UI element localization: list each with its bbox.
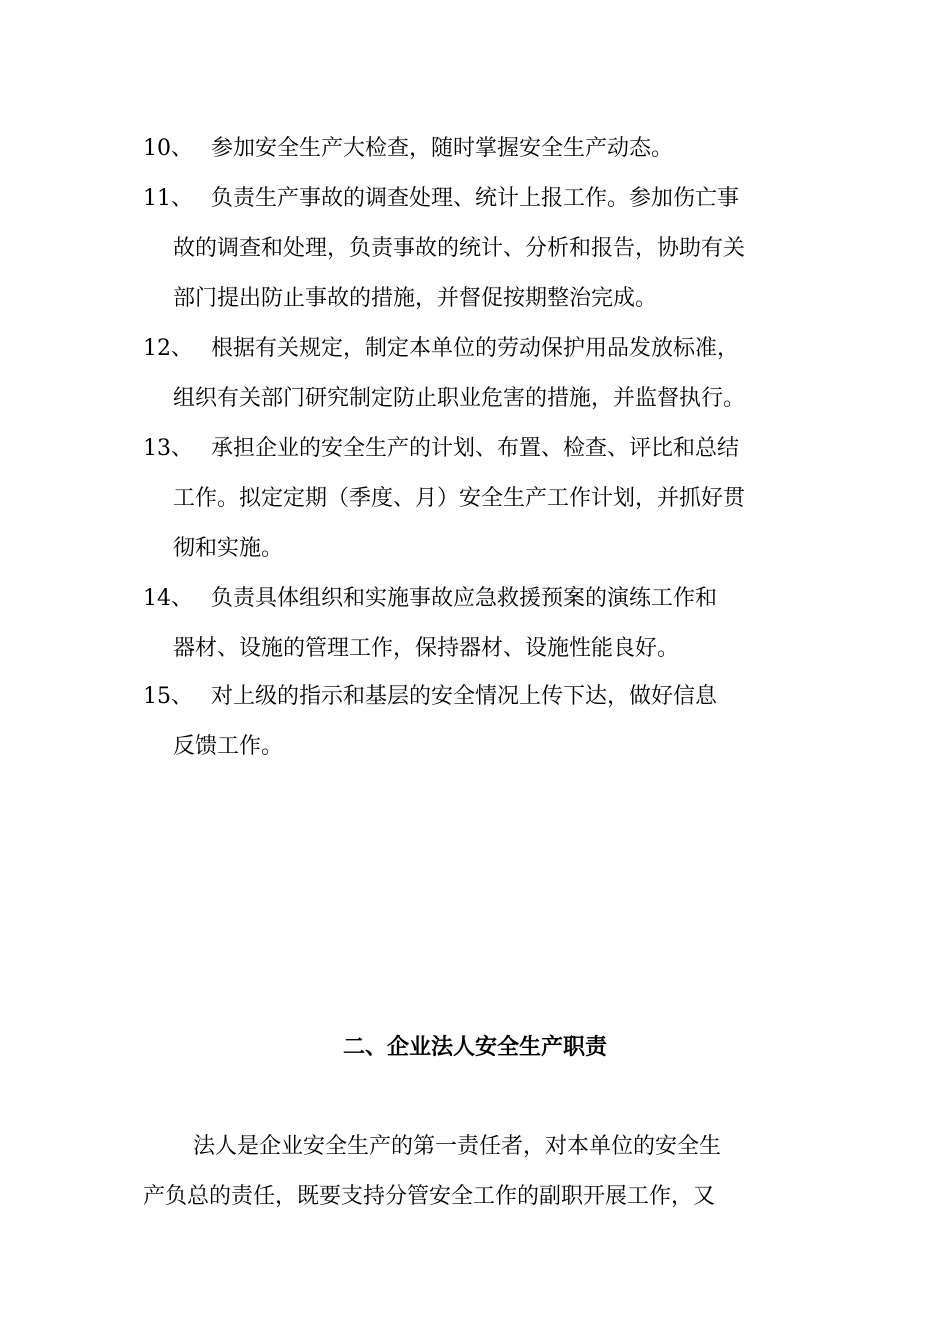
list-item-text: 反馈工作。 <box>173 734 284 759</box>
list-item-text: 彻和实施。 <box>173 536 284 561</box>
list-item <box>143 124 823 174</box>
list-item-text: 故的调查和处理，负责事故的统计、分析和报告，协助有关 <box>173 236 746 261</box>
list-item <box>143 174 823 324</box>
section-heading: 二、企业法人安全生产职责 <box>342 1035 607 1060</box>
list-item-text: 负责具体组织和实施事故应急救援预案的演练工作和 <box>211 586 718 611</box>
list-item-text: 参加安全生产大检查，随时掌握安全生产动态。 <box>211 136 674 161</box>
list-item-text: 承担企业的安全生产的计划、布置、检查、评比和总结 <box>211 436 740 461</box>
list-item-number: 15、 <box>143 684 193 709</box>
list-item-number: 14、 <box>143 586 193 611</box>
paragraph-line: 法人是企业安全生产的第一责任者，对本单位的安全生 <box>193 1134 722 1159</box>
list-item-text: 对上级的指示和基层的安全情况上传下达，做好信息 <box>211 684 718 709</box>
list-item-number: 13、 <box>143 436 193 461</box>
list-item <box>143 324 823 424</box>
section-paragraph <box>143 1122 823 1222</box>
list-item <box>143 672 823 772</box>
list-item <box>143 574 823 674</box>
list-item-number: 10、 <box>143 136 193 161</box>
list-item-number: 11、 <box>143 186 193 211</box>
list-item-text: 器材、设施的管理工作，保持器材、设施性能良好。 <box>173 636 680 661</box>
paragraph-line: 产负总的责任，既要支持分管安全工作的副职开展工作，又 <box>143 1184 716 1209</box>
list-item-text: 工作。拟定定期（季度、月）安全生产工作计划，并抓好贯 <box>173 486 746 511</box>
list-item-number: 12、 <box>143 336 193 361</box>
list-item-text: 部门提出防止事故的措施，并督促按期整治完成。 <box>173 286 658 311</box>
list-item-text: 组织有关部门研究制定防止职业危害的措施，并监督执行。 <box>173 386 746 411</box>
list-item <box>143 424 823 574</box>
list-item-text: 负责生产事故的调查处理、统计上报工作。参加伤亡事 <box>211 186 740 211</box>
list-item-text: 根据有关规定，制定本单位的劳动保护用品发放标准， <box>211 336 740 361</box>
